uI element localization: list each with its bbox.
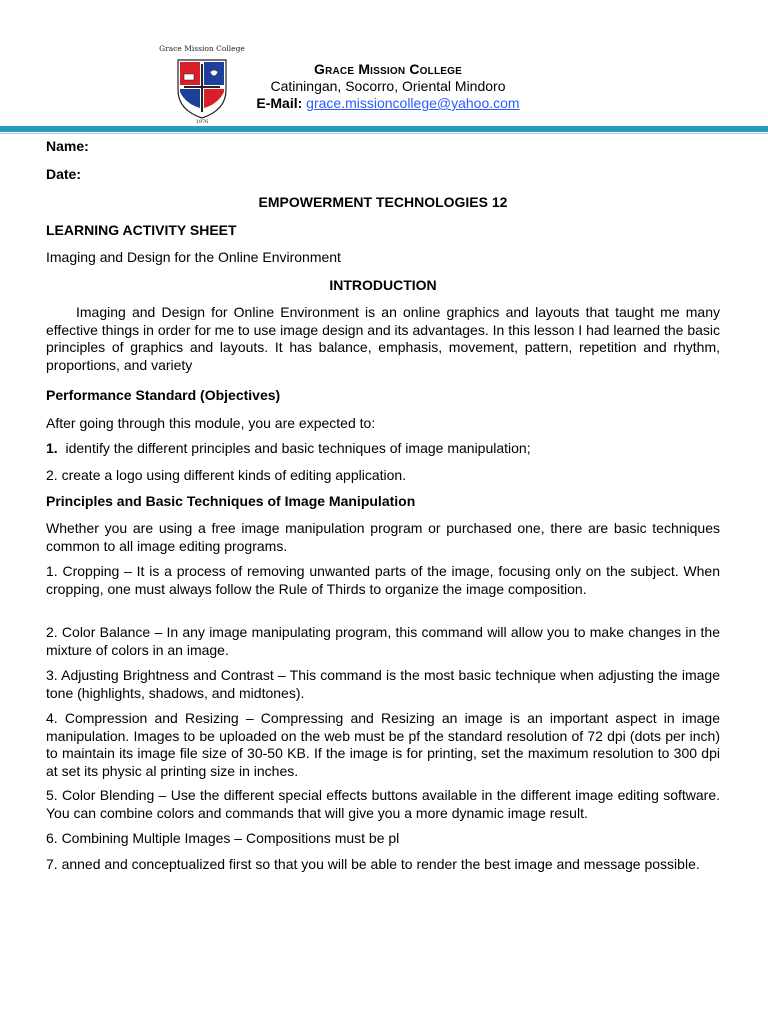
list-item-cropping: 1. Cropping – It is a process of removing unwanted parts of the image, focusing only on the subject. When cropping, one must always follow the Rule of Thirds to organize the image composition. xyxy=(46,563,720,597)
svg-text:· · · · · · · · · · ·: · · · · · · · · · · · xyxy=(190,54,214,58)
college-address: Catiningan, Socorro, Oriental Mindoro xyxy=(270,78,506,94)
header-divider xyxy=(0,126,768,132)
header-divider-thin xyxy=(0,133,768,134)
list-item-color-balance: 2. Color Balance – In any image manipulating program, this command will allow you to make changes in the mixture of colors in an image. xyxy=(46,624,720,658)
list-item-planning: 7. anned and conceptualized first so that you will be able to render the best image and message possible. xyxy=(46,856,700,872)
objectives-heading: Performance Standard (Objectives) xyxy=(46,387,281,403)
list-item-combining-images: 6. Combining Multiple Images – Compositions must be pl xyxy=(46,830,400,846)
list-item-compression-resizing: 4. Compression and Resizing – Compressing and Resizing an image is an important aspect in image manipulation. Images to be uploaded on the web must be pf the standard resolution of 72 dpi (dots per inch) to maintain its image file size of 30-50 KB. If the image is for printing, set the maximum resolution to 300 dpi at set its physic al printing size in inches. xyxy=(46,710,720,779)
logo-top-text: Grace Mission College xyxy=(159,44,245,53)
intro-heading: INTRODUCTION xyxy=(329,277,437,293)
college-seal-logo xyxy=(156,42,248,124)
objective-1-text: identify the different principles and basic techniques of image manipulation; xyxy=(65,440,531,456)
date-label: Date: xyxy=(46,166,82,182)
intro-paragraph: Imaging and Design for Online Environment is an online graphics and layouts that taught me many effective things in order for me to use image design and its advantages. In this lesson I had learned the basic principles of graphics and layouts. It has balance, emphasis, movement, pattern, repetition and rhythm, proportions, and variety xyxy=(46,304,720,373)
principles-heading: Principles and Basic Techniques of Image Manipulation xyxy=(46,493,416,509)
topic-line: Imaging and Design for the Online Environment xyxy=(46,249,341,265)
email-link[interactable]: grace.missioncollege@yahoo.com xyxy=(306,95,520,111)
letterhead xyxy=(0,0,768,130)
name-label: Name: xyxy=(46,138,89,154)
college-email-line xyxy=(238,95,538,112)
logo-year: 1976 xyxy=(195,119,209,124)
email-label: E-Mail: xyxy=(256,95,303,111)
principles-intro: Whether you are using a free image manipulation program or purchased one, there are basic techniques common to all image editing programs. xyxy=(46,520,720,554)
list-item-color-blending: 5. Color Blending – Use the different special effects buttons available in the different image editing software. You can combine colors and commands that will give you a more dynamic image result. xyxy=(46,787,720,821)
list-item-brightness-contrast: 3. Adjusting Brightness and Contrast – This command is the most basic technique when adjusting the image tone (highlights, shadows, and midtones). xyxy=(46,667,720,701)
college-info xyxy=(238,60,538,112)
sheet-title: LEARNING ACTIVITY SHEET xyxy=(46,222,237,238)
subject-title: EMPOWERMENT TECHNOLOGIES 12 xyxy=(258,194,508,210)
objective-1 xyxy=(46,440,720,458)
objectives-intro: After going through this module, you are expected to: xyxy=(46,415,376,431)
objective-2: 2. create a logo using different kinds of editing application. xyxy=(46,467,407,483)
objective-1-number: 1. xyxy=(46,440,58,456)
college-name: Grace Mission College xyxy=(314,61,462,77)
